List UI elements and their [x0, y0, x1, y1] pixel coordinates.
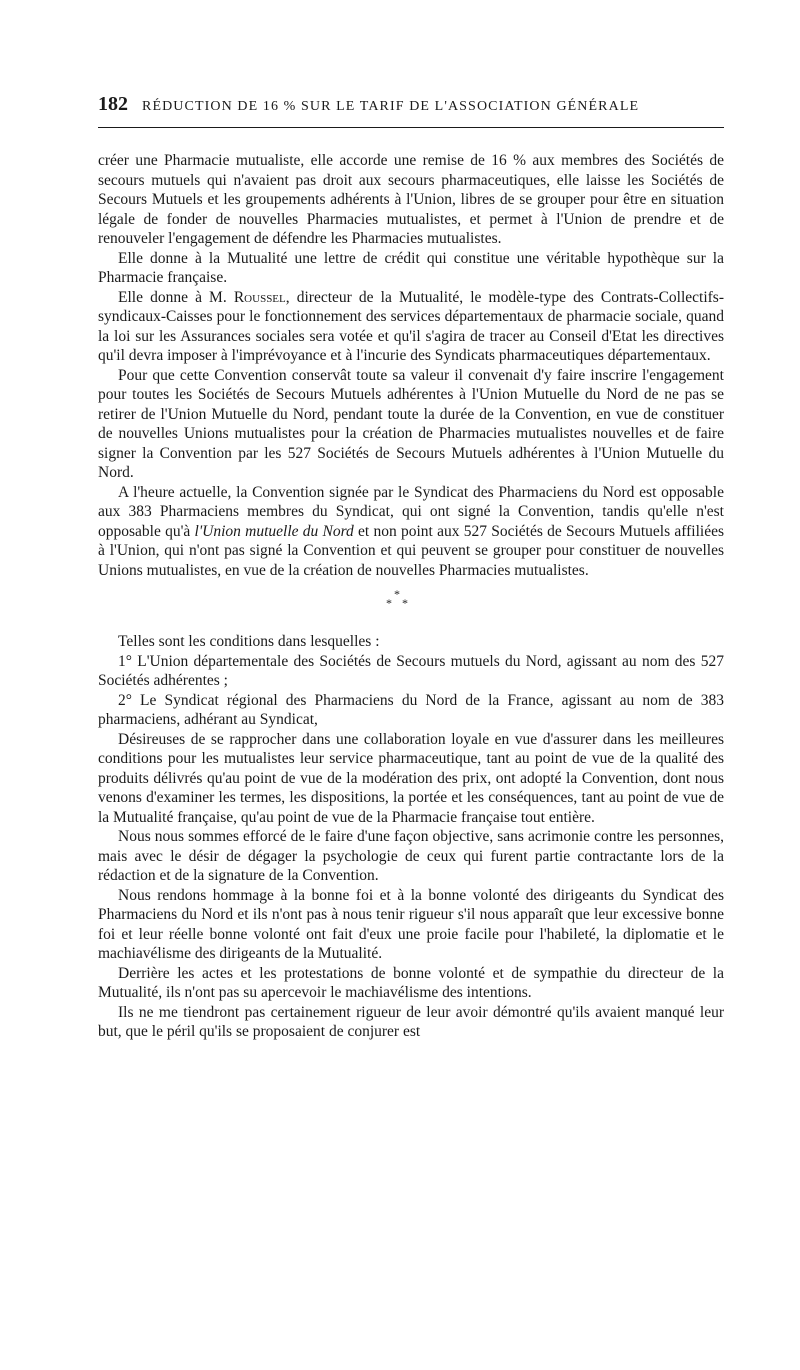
paragraph: Elle donne à la Mutualité une lettre de crédit qui constitue une véritable hypothèque sur la Pharmacie française.	[98, 249, 724, 286]
person-name: Roussel	[233, 288, 286, 306]
page-number: 182	[98, 93, 128, 115]
italic-phrase: l'Union mutuelle du Nord	[194, 522, 354, 540]
body-text	[98, 151, 724, 1042]
asterism-divider	[98, 580, 724, 632]
asterisk: *	[386, 596, 392, 610]
asterisk: *	[394, 587, 400, 601]
text-run: Elle donne à M.	[118, 288, 227, 306]
paragraph: Nous rendons hommage à la bonne foi et à la bonne volonté des dirigeants du Syndicat des Pharmaciens du Nord et ils n'ont pas à nous tenir rigueur s'il nous apparaît que leur excessive bonne foi et leur réelle bonne volonté ont fait d'eux une proie facile pour l'habileté, la diplomatie et le machiavélisme des dirigeants de la Mutualité.	[98, 886, 724, 962]
running-header	[98, 93, 724, 121]
paragraph: 1° L'Union départementale des Sociétés de Secours mutuels du Nord, agissant au nom des 527 Sociétés adhérentes ;	[98, 652, 724, 689]
text-run: et non point aux 527 Sociétés de Secours Mutuels affiliées à l'Union, qui n'ont pas signé la Convention et qui peuvent se grouper pour constituer de nouvelles Unions mutualistes, en vue de la création de nouvelles Pharmacies mutualistes.	[98, 522, 724, 579]
paragraph: Ils ne me tiendront pas certainement rigueur de leur avoir démontré qu'ils avaient manqué leur but, que le péril qu'ils se proposaient de conjurer est	[98, 1003, 724, 1040]
paragraph: Nous nous sommes efforcé de le faire d'une façon objective, sans acrimonie contre les personnes, mais avec le désir de dégager la psychologie de ceux qui furent partie contractante lors de la rédaction et de la signature de la Convention.	[98, 828, 724, 884]
paragraph: créer une Pharmacie mutualiste, elle accorde une remise de 16 % aux membres des Sociétés de secours mutuels qui n'avaient pas droit aux secours pharmaceutiques, elle laisse les Sociétés de Secours Mutuels et les groupements adhérents à l'Union, libres de se grouper pour être en situation légale de fonder de nouvelles Pharmacies mutualistes, et permet à l'Union de prendre et de renouveler l'engagement de défendre les Pharmacies mutualistes.	[98, 152, 724, 247]
text-run: A l'heure actuelle, la Convention signée par le Syndicat des Pharmaciens du Nord est opposable aux 383 Pharmaciens membres du Syndicat, qui ont signé la Convention, tandis qu'elle n'est opposable qu'à	[98, 483, 724, 540]
paragraph: Désireuses de se rapprocher dans une collaboration loyale en vue d'assurer dans les meilleures conditions pour les mutualistes leur service pharmaceutique, tant au point de vue de la qualité des produits délivrés qu'au point de vue de la modération des prix, ont adopté la Convention, dont nous venons d'examiner les termes, les dispositions, la portée et les conséquences, tant au point de vue de la Mutualité française, qu'au point de vue de la Pharmacie française tout entière.	[98, 730, 724, 826]
running-title: RÉDUCTION DE 16 % SUR LE TARIF DE L'ASSOCIATION GÉNÉRALE	[142, 99, 640, 114]
text-run: , directeur de la Mutualité, le modèle-type des Contrats-Collectifs-syndicaux-Caisses pour le fonctionnement des services départementaux de pharmacie sociale, quand la loi sur les Assurances sociales sera votée et qu'il s'agira de tracer au Conseil d'Etat les directives qu'il devra imposer à l'imprévoyance et à l'incurie des Syndicats pharmaceutiques départementaux.	[98, 288, 724, 364]
paragraph: Telles sont les conditions dans lesquelles :	[118, 633, 380, 650]
paragraph-syndicat	[98, 483, 724, 581]
header-rule	[98, 127, 724, 128]
paragraph-roussel	[98, 288, 724, 366]
paragraph: 2° Le Syndicat régional des Pharmaciens du Nord de la France, agissant au nom de 383 pharmaciens, adhérant au Syndicat,	[98, 691, 724, 728]
paragraph: Pour que cette Convention conservât toute sa valeur il convenait d'y faire inscrire l'engagement pour toutes les Sociétés de Secours Mutuels adhérentes à l'Union Mutuelle du Nord de ne pas se retirer de l'Union Mutuelle du Nord, pendant toute la durée de la Convention, en vue de constituer de nouvelles Unions mutualistes pour la création de Pharmacies mutualistes nouvelles et de faire signer la Convention par les 527 Sociétés de Secours Mutuels adhérentes à l'Union Mutuelle du Nord.	[98, 366, 724, 481]
paragraph: Derrière les actes et les protestations de bonne volonté et de sympathie du directeur de la Mutualité, ils n'ont pas su apercevoir le machiavélisme des intentions.	[98, 964, 724, 1001]
asterisk: *	[402, 596, 408, 610]
